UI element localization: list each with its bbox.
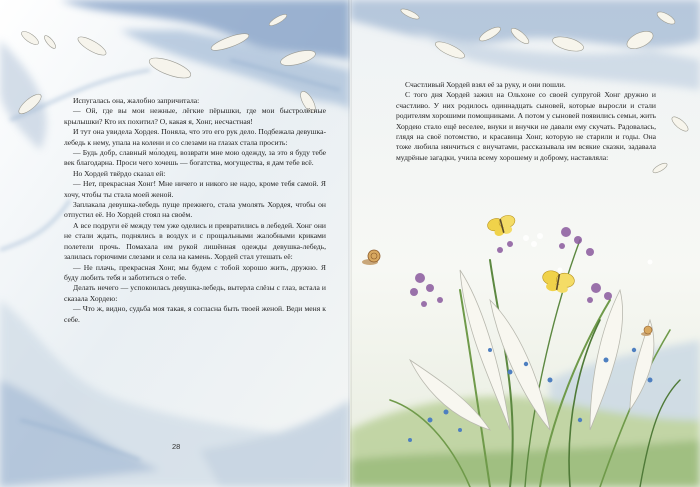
book-gutter [348, 0, 352, 487]
paragraph: — Не плачь, прекрасная Хонг, мы будем с тобой хорошо жить, дружно. Я буду любить тебя и заботиться о тебе. [64, 262, 326, 282]
paragraph: Но Хордей твёрдо сказал ей: [73, 168, 166, 178]
paragraph: — Нет, прекрасная Хонг! Мне ничего и никого не надо, кроме тебя самой. Я хочу, чтобы ты стала моей женой. [64, 179, 326, 199]
paragraph: А все подруги её между тем уже оделись и превратились в лебедей. Хонг они не стали ждать, поднялись в воздух и с прощальными жалобными криками полетели прочь. Помахала им рукой лишённая одежды девушка-лебедь, залилась горючими слезами и села на камень. Хордей стал утешать её: [64, 220, 326, 262]
paragraph: Испугалась она, жалобно запричитала: [73, 96, 200, 105]
paragraph: И тут она увидела Хордея. Поняла, что это его рук дело. Подбежала девушка-лебедь к нему, упала на колени и со слезами на глазах стала просить: [64, 127, 326, 147]
paragraph: — Что ж, видно, судьба моя такая, я согласна быть твоей женой. Веди меня к себе. [64, 304, 326, 324]
left-page-text [64, 96, 326, 325]
right-page [350, 0, 700, 487]
paragraph: Делать нечего — успокоилась девушка-лебедь, вытерла слёзы с глаз, встала и сказала Хордею: [64, 283, 326, 303]
right-page-text [396, 80, 656, 163]
page-number: 28 [172, 442, 181, 451]
paragraph: — Ой, где вы мои нежные, лёгкие пёрышки, где мои быстролётные крылышки? Кто их похитил? О, какая я, Хонг, несчастная! [64, 106, 326, 126]
paragraph: Счастливый Хордей взял её за руку, и они пошли. [405, 80, 566, 89]
paragraph: — Будь добр, славный мо́лодец, возврати мне мою одежду, за это я буду тебе век благодарна. Проси чего хочешь — богатства, могущества, я дам тебе всё. [64, 148, 326, 168]
paragraph: С того дня Хордей зажил на Ольхоне со своей супругой Хонг дружно и счастливо. У них родилось одиннадцать сыновей, которые выросли и стали родителям хорошими помощниками. А потом у сыновей появились семьи, жить Хордею стало ещё веселее, внуки и внучки не давали ему скучать. Радовалась, глядя на своё потомство, и красавица Хонг, которую не старили и годы. Она тоже любила нянчиться с внучатами, рассказывала им всякие сказки, задавала мудрёные загадки, учила всему хорошему и доброму, наставляла: [396, 90, 656, 162]
right-page-illustration [350, 0, 700, 487]
paragraph: Заплакала девушка-лебедь пуще прежнего, стала умолять Хордея, чтобы он отпустил её. Но Хордей стоял на своём. [64, 200, 326, 220]
